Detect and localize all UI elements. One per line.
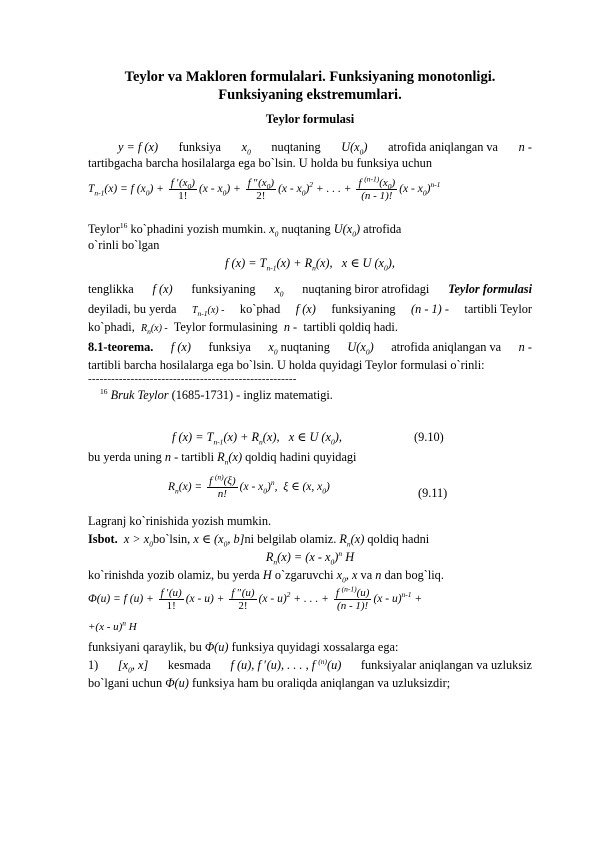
word-tartibli: tartibli [181, 450, 215, 464]
text-bolgani-uchun: bo`lgani uchun [88, 676, 163, 690]
paragraph-6-line1: funksiyani qaraylik, bu Φ(u) funksiya quyidagi xossalarga ega: [88, 640, 399, 654]
equation-number-9-11: (9.11) [418, 486, 448, 500]
theorem-line1: 8.1-teorema. f (x) funksiya $x_0$ nuqtaning $U(x_0)$ atrofida aniqlangan va n - [88, 340, 532, 357]
paragraph-6-line3: bo`lgani uchun Φ(u) funksiya ham bu oraliqda aniqlangan va uzluksizdir; [88, 676, 451, 690]
theorem-label: 8.1-teorema. [88, 340, 154, 354]
text-korinishda: ko`rinishda yozib olamiz, bu yerda [88, 568, 260, 582]
proof-line2: ko`rinishda yozib olamiz, bu yerda H o`zgaruvchi $x_0$, x va n dan bog`liq. [88, 568, 444, 585]
word-kophadi: ko`phadi, [88, 320, 135, 334]
footnote-ref-16: 16 [119, 220, 128, 230]
paragraph-6-line2: 1) [$x_0$, x] kesmada f (u), f ′(u), . . . , f $^{(n)}$(u) funksiyalar aniqlangan va uzluksiz [88, 656, 532, 675]
word-teylor: Teylor [88, 222, 120, 236]
footnote-separator: ------------------------------------------------------ [88, 373, 297, 385]
word-funksiya-3: funksiya [208, 340, 251, 354]
formula-x0: $x_0$ [241, 140, 251, 157]
text-qoldiq-hadini: qoldiq hadini quyidagi [245, 450, 357, 464]
paragraph-1-line1 [118, 140, 532, 155]
word-kesmada: kesmada [167, 658, 211, 672]
formula-U-x0: $U(x_0)$ [341, 140, 368, 157]
text-tartibli-qoldiq: tartibli qoldiq hadi. [303, 320, 398, 334]
equation-9-11: $R_n(x)$ = $\frac{f ^{(n)}(\xi)}{n!}$ $(x - x_0)^n$, ξ ∈ (x, $x_0$) (9.11) [168, 472, 448, 500]
text-bu-yerda-uning: bu yerda uning [88, 450, 162, 464]
text-funksiyani-qaraylik: funksiyani qaraylik, bu [88, 640, 202, 654]
proof-line1: Isbot. $x > x_0bo`lsin$, x ∈ ($x_0$, b]ni belgilab olamiz. $R_n(x)$ qoldiq hadni [88, 532, 430, 549]
word-nuqtaning-2: nuqtaning [281, 222, 331, 236]
word-bolsin: bo`lsin, [153, 532, 191, 546]
word-kophad: ko`phad [239, 302, 281, 316]
text-deyiladi: deyiladi, bu yerda [88, 302, 177, 316]
word-va: va [360, 568, 373, 582]
word-atrofida-2: atrofida [363, 222, 402, 236]
equation-number-9-10: (9.10) [414, 430, 444, 444]
formula-phi-tail: +(x - u)$^n$ H [88, 618, 137, 633]
paragraph-2-line2: o`rinli bo`lgan [88, 238, 160, 252]
word-nuqtaning: nuqtaning [271, 140, 321, 154]
text-teylor-formulasining: Teylor formulasining [173, 320, 278, 334]
paragraph-2-line1: Teylor$^{16}$ ko`phadini yozish mumkin. $x_0$ nuqtaning $U(x_0)$ atrofida [88, 220, 402, 239]
text-tartibli-teylor: tartibli Teylor [464, 302, 532, 316]
text-qoldiq-hadni: qoldiq hadni [367, 532, 430, 546]
text-ni-belgilab: ni belgilab olamiz. [244, 532, 337, 546]
word-tenglikka: tenglikka [88, 282, 134, 296]
footnote-mark: 16 [100, 386, 108, 396]
text-funksiya-ham: funksiya ham bu oraliqda aniqlangan va uzluksizdir; [191, 676, 451, 690]
footnote-text: ingliz matematigi. [243, 388, 333, 402]
page-title-line2: Funksiyaning ekstremumlari. [218, 87, 402, 103]
formula-n-dash: n - [518, 140, 532, 154]
page-title: Teylor va Makloren formulalari. Funksiyaning monotonligi. [124, 69, 496, 85]
paragraph-1-line2: tartibgacha barcha hosilalarga ega bo`lsin. U holda bu funksiya uchun [88, 156, 432, 170]
word-funksiyaning: funksiyaning [191, 282, 256, 296]
formula-phi: Φ(u) = f (u) + $\frac{f '(u)}{1!}$ (x - u) + $\frac{f ''(u)}{2!}$ (x - u)$^2$ + . . . + $\frac{f ^{(n-1)}(u)}{(n - 1)!}$ (x - u)$^{n-1}$ + [88, 584, 423, 612]
text-ozgaruvchi: o`zgaruvchi [274, 568, 334, 582]
proof-label: Isbot. [88, 532, 118, 546]
paragraph-3-line2: deyiladi, bu yerda $T_{n-1}(x)$ - ko`phad f (x) funksiyaning (n - 1) - tartibli Teylor [88, 302, 532, 318]
formula-taylor-polynomial: $T_{n-1}(x) = f$ $(x_0)$ + $\frac{f '(x_0)}{1!}$ $(x - x_0)$ + $\frac{f ''(x_0)}{2!}$ $(x - x_0)^2$ + . . . + $\frac{f ^{(n-1)}(x_0)}{(n - 1)!}$ $(x - x_0)^{n-1}$ [88, 174, 441, 202]
paragraph-5: Lagranj ko`rinishida yozish mumkin. [88, 514, 272, 528]
formula-fx-equals-T-plus-R: f $(x) = T_{n-1}(x) + R_n(x)$, x ∈ U $(x_0)$, [225, 256, 395, 273]
text-dan-bogliq: dan bog`liq. [384, 568, 444, 582]
text-xossalarga-ega: funksiya quyidagi xossalarga ega: [231, 640, 399, 654]
formula-y-fx: y = f (x) [118, 140, 159, 154]
text-funksiyalar-aniqlangan: funksiyalar aniqlangan va uzluksiz [360, 658, 532, 672]
footnote-name: Bruk Teylor [110, 388, 169, 402]
list-marker-1: 1) [88, 658, 99, 672]
word-nuqtaning-3: nuqtaning [280, 340, 330, 354]
formula-Rn-equals: $R_n(x) = (x - x_0)^n$ H [265, 548, 355, 567]
theorem-line2: tartibli barcha hosilalarga ega bo`lsin. U holda quyidagi Teylor formulasi o`rinli: [88, 358, 485, 372]
text-kophadini: ko`phadini yozish mumkin. [130, 222, 267, 236]
paragraph-3-line3: ko`phadi, $R_n(x)$ - Teylor formulasining n - tartibli qoldiq hadi. [88, 320, 398, 336]
word-atrofida: atrofida aniqlangan va [388, 140, 499, 154]
paragraph-3-line1: tenglikka f (x) funksiyaning $x_0$ nuqtaning biror atrofidagi Teylor formulasi [88, 282, 532, 299]
paragraph-4: bu yerda uning n - tartibli $R_n(x)$ qoldiq hadini quyidagi [88, 450, 357, 467]
footnote [100, 388, 544, 403]
footnote-years: (1685-1731) - [171, 388, 241, 402]
word-funksiyaning-2: funksiyaning [331, 302, 396, 316]
section-heading: Teylor formulasi [265, 112, 355, 126]
text-atrofida-aniqlangan: atrofida aniqlangan va [391, 340, 502, 354]
text-nuqtaning-biror: nuqtaning biror atrofidagi [302, 282, 430, 296]
word-funksiya: funksiya [178, 140, 221, 154]
term-teylor-formulasi: Teylor formulasi [448, 282, 532, 296]
